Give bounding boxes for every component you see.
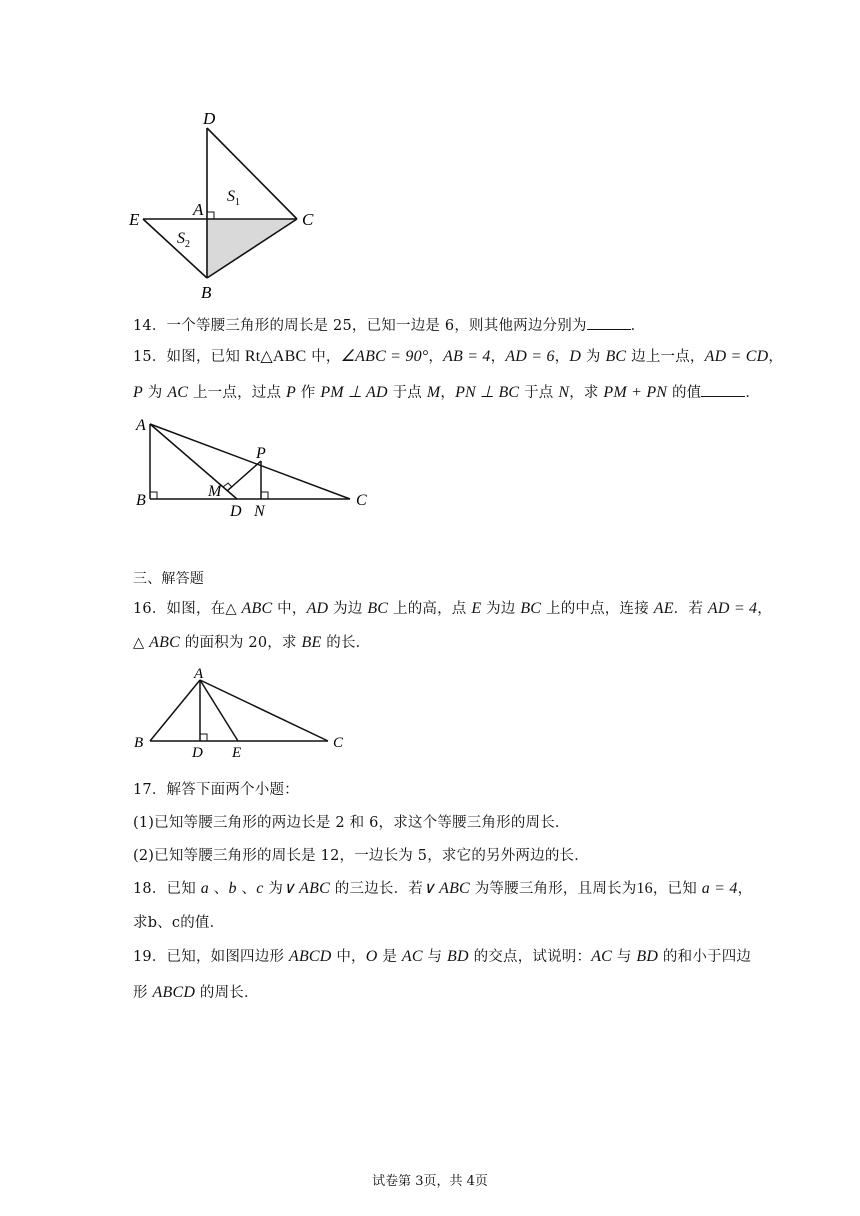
q16-text: 为边 [481,601,521,617]
q15-n: N [558,384,570,401]
question-17-part2: (2)已知等腰三角形的周长是 12，一边长为 5，求它的另外两边的长． [133,848,589,864]
question-14 [133,314,645,335]
label-N: N [254,503,265,520]
question-18-line1 [133,877,752,898]
q19-bd: BD [636,948,659,965]
q16-ad-value: AD = 4 [707,600,758,617]
q15-text: 为 [581,349,606,365]
q19-text: 是 [377,949,402,965]
q15-pn-perp: PN ⊥ BC [455,384,520,401]
q15-ad: AD = 6 [505,348,555,365]
q15-text: 15．如图，已知 [133,349,245,365]
q18-triangle: ∨ ABC [283,880,330,897]
label-D: D [192,745,203,760]
label-D: D [203,109,216,128]
q15-text: ， [490,349,506,365]
label-E: E [232,745,242,760]
q19-text: 与 [422,949,448,965]
question-19-line2 [133,981,259,1002]
q15-text: ， [768,349,784,365]
q15-m: M [426,384,441,401]
label-A: A [194,666,204,682]
label-C: C [333,735,344,751]
label-S2: $S_2$ [177,230,190,250]
q19-text: 的和小于四边 [658,949,752,965]
figure-q16 [130,665,355,760]
q19-text: 的周长． [195,985,259,1001]
q16-text: ， [757,601,772,617]
label-B: B [134,735,144,751]
q18-text: 、 [236,881,257,897]
q14-answer-blank[interactable] [587,317,631,330]
label-A: A [136,417,146,434]
question-19-line1 [133,945,751,966]
q15-sum: PM + PN [603,384,668,401]
q14-end: ． [630,318,646,334]
label-M: M [208,483,222,500]
q19-ac: AC [401,948,423,965]
q19-abcd: ABCD [288,948,332,965]
q18-text: 、 [208,881,229,897]
q19-text: 形 [133,985,153,1001]
q15-text: 作 [295,385,321,401]
label-C: C [356,492,367,509]
label-A: A [193,200,204,219]
q19-bd: BD [447,948,469,965]
q18-text: 为 [263,881,284,897]
q15-end: ． [745,385,761,401]
q15-text: ， [440,385,456,401]
q19-o: O [365,948,378,965]
q16-e: E [471,600,482,617]
question-16-line1 [133,597,772,618]
q19-abcd: ABCD [152,984,196,1001]
question-18-line2: 求b、c的值． [133,915,225,931]
q18-perimeter: 16 [636,880,653,897]
label-P: P [256,445,266,462]
q15-text: 上一点，过点 [188,385,286,401]
question-16-line2 [133,631,370,652]
q18-text: 为等腰三角形，且周长为 [469,881,637,897]
label-S1: $S_1$ [227,188,240,208]
q16-text: 为边 [328,601,368,617]
q15-answer-blank[interactable] [701,384,745,397]
q15-text: 中， [306,349,341,365]
q18-b: b [228,880,237,897]
q16-bc: BC [367,600,389,617]
question-17-title: 17．解答下面两个小题： [133,782,299,798]
q15-p: P [133,384,143,401]
q15-text: ， [428,349,444,365]
q14-text: 14．一个等腰三角形的周长是 25，已知一边是 6，则其他两边分别为 [133,318,587,334]
q16-text: 上的高，点 [388,601,472,617]
page-footer: 试卷第 3页，共 4页 [372,1174,488,1189]
q19-text: 与 [612,949,637,965]
q16-text: △ [133,635,150,651]
q15-p: P [286,384,296,401]
q16-text: ．若 [673,601,708,617]
q16-text: 的面积为 20，求 [180,635,302,651]
figure-q13 [125,108,325,303]
q15-text: 为 [142,385,168,401]
q15-ad-cd: AD = CD [704,348,769,365]
q16-be: BE [301,634,322,651]
q18-text: 18．已知 [133,881,201,897]
q16-abc: ABC [149,634,180,651]
q16-ae: AE [653,600,674,617]
q19-text: 中， [331,949,366,965]
question-17-part1: (1)已知等腰三角形的两边长是 2 和 6，求这个等腰三角形的周长． [133,815,570,831]
label-B: B [136,492,146,509]
q15-ac: AC [167,384,189,401]
label-E: E [129,210,140,229]
q15-text: 于点 [387,385,427,401]
q18-a-value: a = 4 [701,880,738,897]
q15-d: D [569,348,582,365]
q15-text: 边上一点， [626,349,705,365]
question-15-line2 [133,381,760,402]
q15-text: 的值 [667,385,702,401]
q19-text: 19．已知，如图四边形 [133,949,289,965]
q16-text: 16．如图，在△ [133,601,242,617]
q18-c: c [256,880,264,897]
q15-text: ， [554,349,570,365]
q15-ab: AB = 4 [443,348,491,365]
q15-bc: BC [605,348,627,365]
q15-rt-triangle: Rt△ABC [244,348,307,365]
q15-text: ，求 [569,385,604,401]
label-B: B [201,283,212,302]
label-C: C [302,210,314,229]
q15-text: 于点 [519,385,559,401]
q15-pm-perp: PM ⊥ AD [320,384,388,401]
q18-text: ， [737,881,753,897]
q19-ac: AC [591,948,613,965]
section-heading: 三、解答题 [133,571,204,587]
q18-triangle: ∨ ABC [422,880,470,897]
q16-bc: BC [520,600,542,617]
q18-a: a [200,880,209,897]
q15-angle: ∠ABC = 90° [340,348,429,365]
q18-text: ，已知 [652,881,702,897]
q16-abc: ABC [241,600,273,617]
question-15-line1 [133,345,783,366]
q19-text: 的交点，试说明： [468,949,592,965]
q16-text: 中， [272,601,307,617]
figure-q15 [130,412,380,522]
q16-text: 的长． [321,635,371,651]
label-D: D [230,503,242,520]
q16-ad: AD [306,600,329,617]
q16-text: 上的中点，连接 [541,601,654,617]
q18-text: 的三边长．若 [329,881,423,897]
